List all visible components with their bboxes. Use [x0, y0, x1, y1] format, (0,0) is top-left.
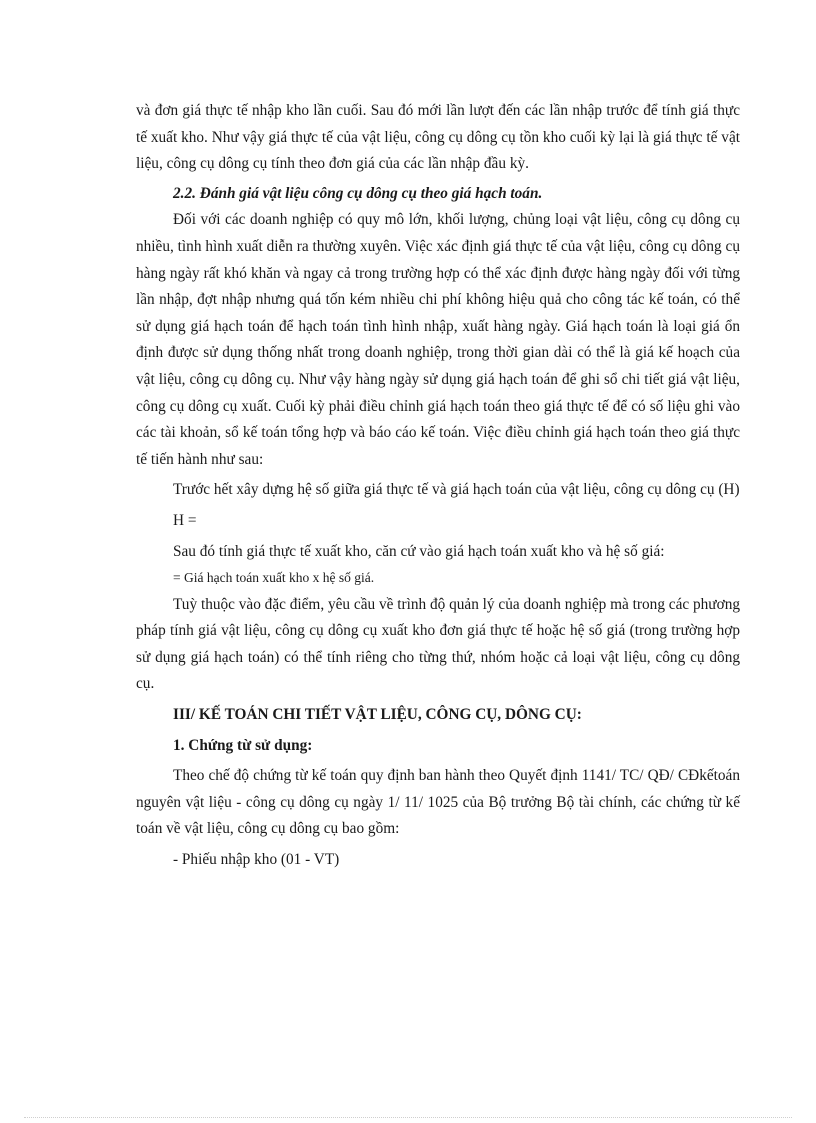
formula-h: H =: [173, 511, 197, 529]
paragraph-coefficient: Trước hết xây dựng hệ số giữa giá thực tế và giá hạch toán của vật liệu, công cụ dông cụ (H): [173, 481, 740, 499]
paragraph-method-choice: Tuỳ thuộc vào đặc điểm, yêu cầu về trình độ quản lý của doanh nghiệp mà trong các phương pháp tính giá vật liệu, công cụ dông cụ xuất kho đơn giá thực tế hoặc hệ số giá (trong trường hợp sử dụng giá hạch toán) có thể tính riêng cho từng thứ, nhóm hoặc cả loại vật liệu, công cụ dông cụ.: [136, 595, 740, 693]
paragraph-actual-price: Sau đó tính giá thực tế xuất kho, căn cứ vào giá hạch toán xuất kho và hệ số giá:: [173, 542, 665, 560]
paragraph-fifo-conclusion: và đơn giá thực tế nhập kho lần cuối. Sau đó mới lần lượt đến các lần nhập trước để tính giá thực tế xuất kho. Như vậy giá thực tế của vật liệu, công cụ dông cụ tồn kho cuối kỳ lại là giá thực tế vật liệu, công cụ dông cụ tính theo đơn giá của các lần nhập đầu kỳ.: [136, 102, 740, 173]
page-bottom-divider: [24, 1117, 792, 1118]
section-heading-documents: 1. Chứng từ sử dụng:: [173, 736, 313, 754]
paragraph-regulation: Theo chế độ chứng từ kế toán quy định ban hành theo Quyết định 1141/ TC/ QĐ/ CĐkếtoán nguyên vật liệu - công cụ dông cụ ngày 1/ 11/ 1025 của Bộ trưởng Bộ tài chính, các chứng từ kế toán về vật liệu, công cụ dông cụ bao gồm:: [136, 767, 740, 838]
section-heading-2-2: 2.2. Đánh giá vật liệu công cụ dông cụ theo giá hạch toán.: [173, 184, 543, 202]
section-heading-iii: III/ KẾ TOÁN CHI TIẾT VẬT LIỆU, CÔNG CỤ, DÔNG CỤ:: [173, 706, 582, 724]
document-page: [136, 98, 740, 874]
list-item-receipt-slip: - Phiếu nhập kho (01 - VT): [173, 851, 340, 869]
paragraph-standard-price: Đối với các doanh nghiệp có quy mô lớn, khối lượng, chủng loại vật liệu, công cụ dông cụ nhiều, tình hình xuất diễn ra thường xuyên. Việc xác định giá thực tế của vật liệu, công cụ dông cụ hàng ngày rất khó khăn và ngay cả trong trường hợp có thể xác định được hàng ngày đối với từng lần nhập, đợt nhập nhưng quá tốn kém nhiều chi phí không hiệu quả cho công tác kế toán, có thể sử dụng giá hạch toán để hạch toán tình hình nhập, xuất hàng ngày. Giá hạch toán là loại giá ổn định được sử dụng thống nhất trong doanh nghiệp, trong thời gian dài có thể là giá kế hoạch của vật liệu, công cụ dông cụ. Như vậy hàng ngày sử dụng giá hạch toán để ghi sổ chi tiết giá vật liệu, công cụ dông cụ xuất. Cuối kỳ phải điều chỉnh giá hạch toán theo giá thực tế để có số liệu ghi vào các tài khoản, sổ kế toán tổng hợp và báo cáo kế toán. Việc điều chỉnh giá hạch toán theo giá thực tế tiến hành như sau:: [136, 211, 740, 468]
formula-export-price: = Giá hạch toán xuất kho x hệ số giá.: [173, 570, 375, 586]
